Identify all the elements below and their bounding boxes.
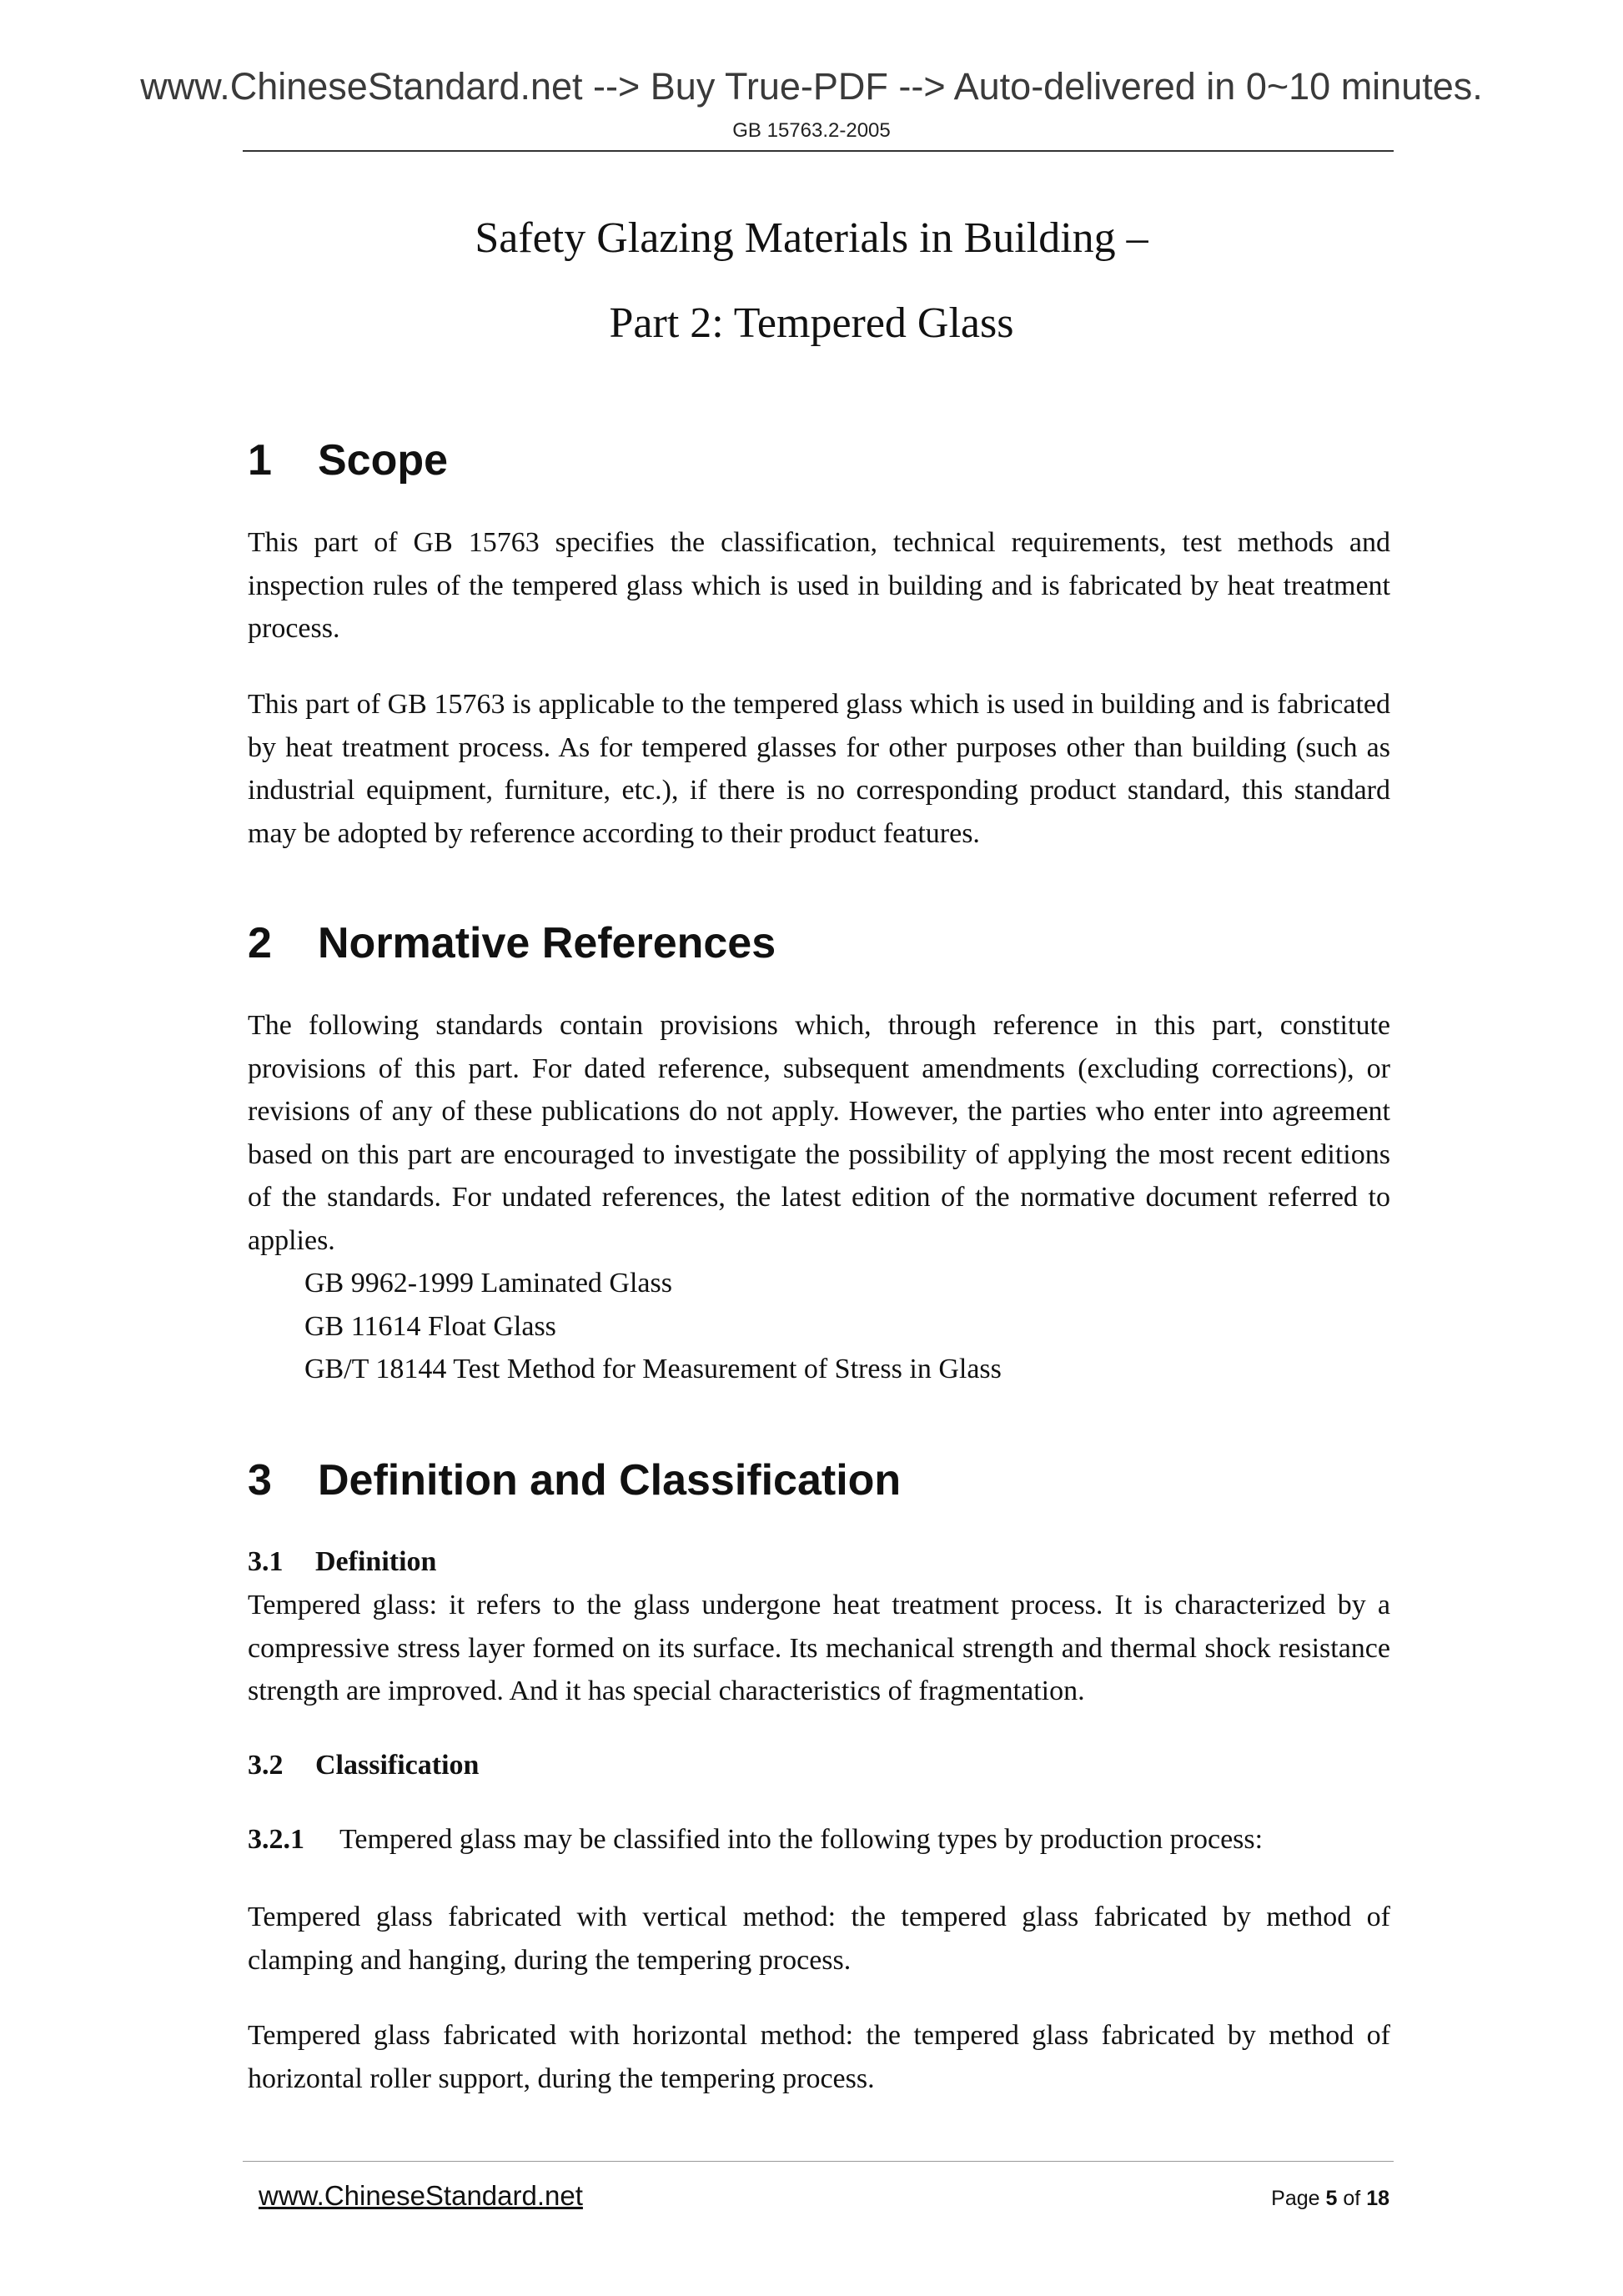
definition-paragraph: Tempered glass: it refers to the glass undergone heat treatment process. It is characterized by a compressive stress layer formed on its surface. Its mechanical strength and thermal shock resistance strength are improved. And it has special characteristics of fragmentation. bbox=[248, 1590, 1390, 1706]
subsection-title: Definition bbox=[315, 1546, 437, 1577]
section-1-heading bbox=[248, 435, 1390, 485]
page-label: Page bbox=[1271, 2187, 1320, 2210]
footer-divider bbox=[243, 2161, 1394, 2162]
section-title: Scope bbox=[318, 436, 449, 485]
section-2-heading bbox=[248, 918, 1390, 968]
section-number: 3 bbox=[248, 1456, 272, 1505]
reference-item: GB/T 18144 Test Method for Measurement of Stress in Glass bbox=[304, 1354, 1002, 1384]
clause-3-2-1 bbox=[248, 1818, 1390, 1861]
vertical-method-paragraph: Tempered glass fabricated with vertical method: the tempered glass fabricated by method of clamping and hanging, during the tempering process. bbox=[248, 1902, 1390, 1976]
scope-paragraph-1: This part of GB 15763 specifies the classification, technical requirements, test methods and inspection rules of the tempered glass which is used in building and is fabricated by heat treatment process. bbox=[248, 527, 1390, 644]
section-number: 1 bbox=[248, 436, 272, 485]
section-3-heading bbox=[248, 1455, 1390, 1505]
section-number: 2 bbox=[248, 919, 272, 967]
section-title: Normative References bbox=[318, 919, 776, 967]
current-page: 5 bbox=[1325, 2187, 1338, 2210]
title-line-1: Safety Glazing Materials in Building – bbox=[475, 214, 1148, 262]
title-line-2: Part 2: Tempered Glass bbox=[609, 299, 1014, 347]
clause-text: Tempered glass may be classified into the following types by production process: bbox=[339, 1824, 1264, 1855]
scope-paragraph-2: This part of GB 15763 is applicable to the tempered glass which is used in building and is fabricated by heat treatment process. As for tempered glasses for other purposes other than building (such as industrial equipment, furniture, etc.), if there is no corresponding product standard, this standard may be adopted by reference according to their product features. bbox=[248, 689, 1390, 849]
header-banner: www.ChineseStandard.net --> Buy True-PDF --> Auto-delivered in 0~10 minutes. bbox=[140, 65, 1483, 108]
page-number bbox=[1271, 2187, 1389, 2211]
document-id: GB 15763.2-2005 bbox=[732, 119, 891, 142]
footer-website-link[interactable]: www.ChineseStandard.net bbox=[259, 2180, 583, 2211]
reference-item: GB 9962-1999 Laminated Glass bbox=[304, 1268, 672, 1299]
total-pages: 18 bbox=[1366, 2187, 1389, 2210]
of-label: of bbox=[1343, 2187, 1361, 2210]
horizontal-method-paragraph: Tempered glass fabricated with horizontal method: the tempered glass fabricated by method of horizontal roller support, during the tempering process. bbox=[248, 2020, 1390, 2094]
subsection-3-1-heading bbox=[248, 1546, 1390, 1578]
subsection-number: 3.2 bbox=[248, 1750, 284, 1781]
header-divider bbox=[243, 150, 1394, 152]
references-paragraph: The following standards contain provisions which, through reference in this part, constitute provisions of this part. For dated reference, subsequent amendments (excluding corrections), or revisions of any of these publications do not apply. However, the parties who enter into agreement based on this part are encouraged to investigate the possibility of applying the most recent editions of the standards. For undated references, the latest edition of the normative document referred to applies. bbox=[248, 1010, 1390, 1256]
subsection-number: 3.1 bbox=[248, 1546, 284, 1577]
reference-item: GB 11614 Float Glass bbox=[304, 1310, 556, 1342]
subsection-3-2-heading bbox=[248, 1750, 1390, 1781]
reference-list bbox=[248, 1262, 1390, 1391]
section-title: Definition and Classification bbox=[318, 1456, 902, 1505]
subsection-title: Classification bbox=[315, 1750, 480, 1781]
clause-number: 3.2.1 bbox=[248, 1824, 304, 1855]
